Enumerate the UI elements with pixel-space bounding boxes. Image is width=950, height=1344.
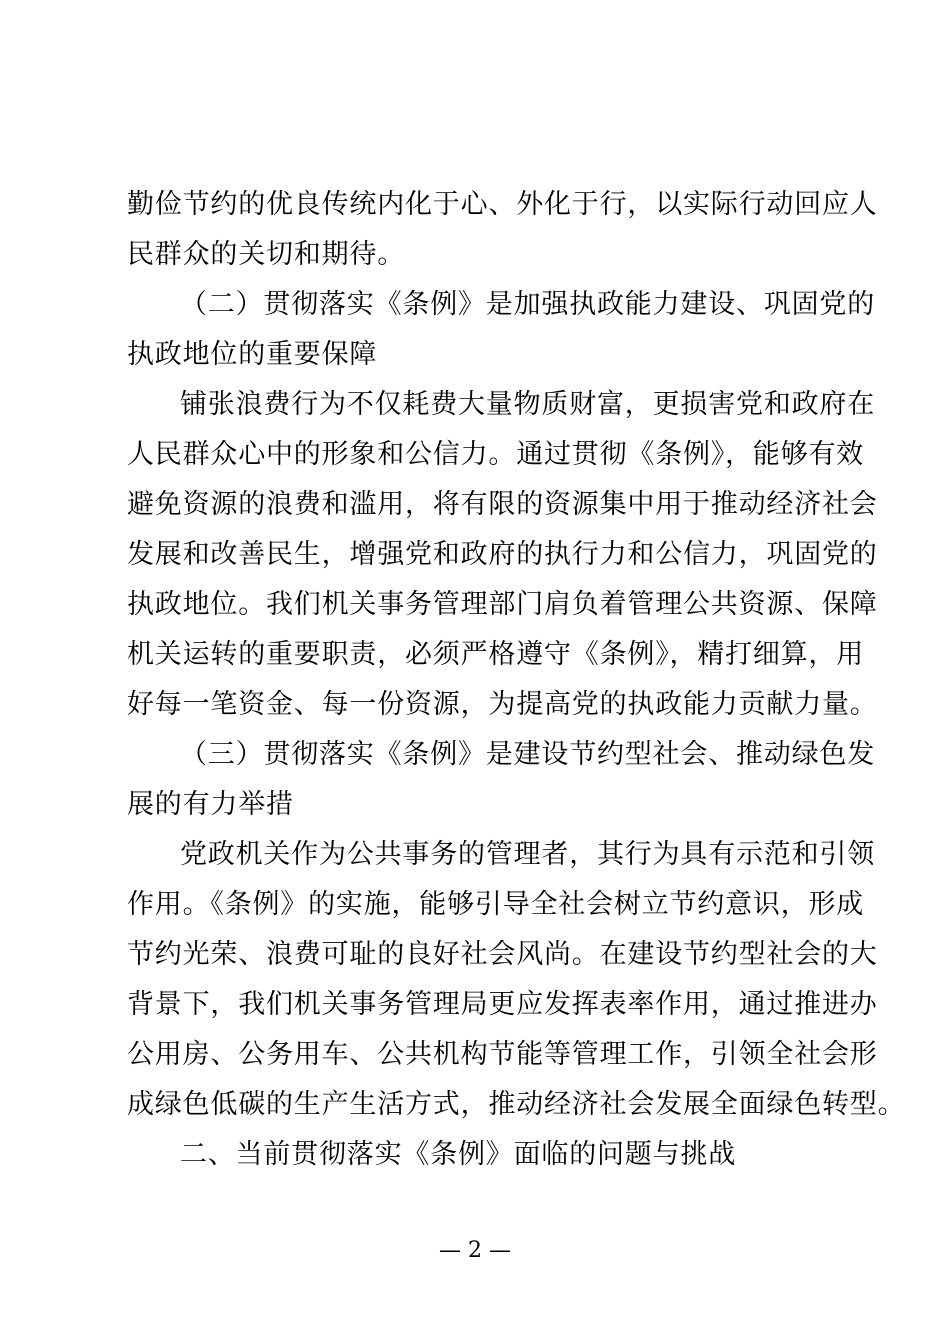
- text-line: 节约光荣、浪费可耻的良好社会风尚。在建设节约型社会的大: [127, 939, 878, 970]
- text-line: 好每一笔资金、每一份资源，为提高党的执政能力贡献力量。: [127, 689, 878, 720]
- text-line: 成绿色低碳的生产生活方式，推动经济社会发展全面绿色转型。: [127, 1089, 906, 1120]
- page-number: — 2 —: [439, 1238, 511, 1263]
- text-line: 作用。《条例》的实施，能够引导全社会树立节约意识，形成: [127, 889, 865, 920]
- text-line: 党政机关作为公共事务的管理者，其行为具有示范和引领: [180, 839, 875, 870]
- section-heading-line: 执政地位的重要保障: [127, 339, 378, 370]
- text-line: 发展和改善民生，增强党和政府的执行力和公信力，巩固党的: [127, 539, 878, 570]
- text-line: 避免资源的浪费和滥用，将有限的资源集中用于推动经济社会: [127, 489, 878, 520]
- text-line: 背景下，我们机关事务管理局更应发挥表率作用，通过推进办: [127, 989, 878, 1020]
- text-line: 机关运转的重要职责，必须严格遵守《条例》，精打细算，用: [127, 639, 865, 670]
- chapter-heading-line: 二、当前贯彻落实《条例》面临的问题与挑战: [180, 1139, 736, 1170]
- section-heading-line: 展的有力举措: [127, 789, 294, 820]
- section-heading-line: （二）贯彻落实《条例》是加强执政能力建设、巩固党的: [180, 289, 875, 320]
- text-line: 铺张浪费行为不仅耗费大量物质财富，更损害党和政府在: [180, 389, 875, 420]
- text-line: 公用房、公务用车、公共机构节能等管理工作，引领全社会形: [127, 1039, 878, 1070]
- text-line: 人民群众心中的形象和公信力。通过贯彻《条例》，能够有效: [127, 439, 865, 470]
- text-line: 执政地位。我们机关事务管理部门肩负着管理公共资源、保障: [127, 589, 878, 620]
- text-line: 民群众的关切和期待。: [127, 239, 405, 270]
- section-heading-line: （三）贯彻落实《条例》是建设节约型社会、推动绿色发: [180, 739, 875, 770]
- text-line: 勤俭节约的优良传统内化于心、外化于行，以实际行动回应人: [127, 189, 878, 220]
